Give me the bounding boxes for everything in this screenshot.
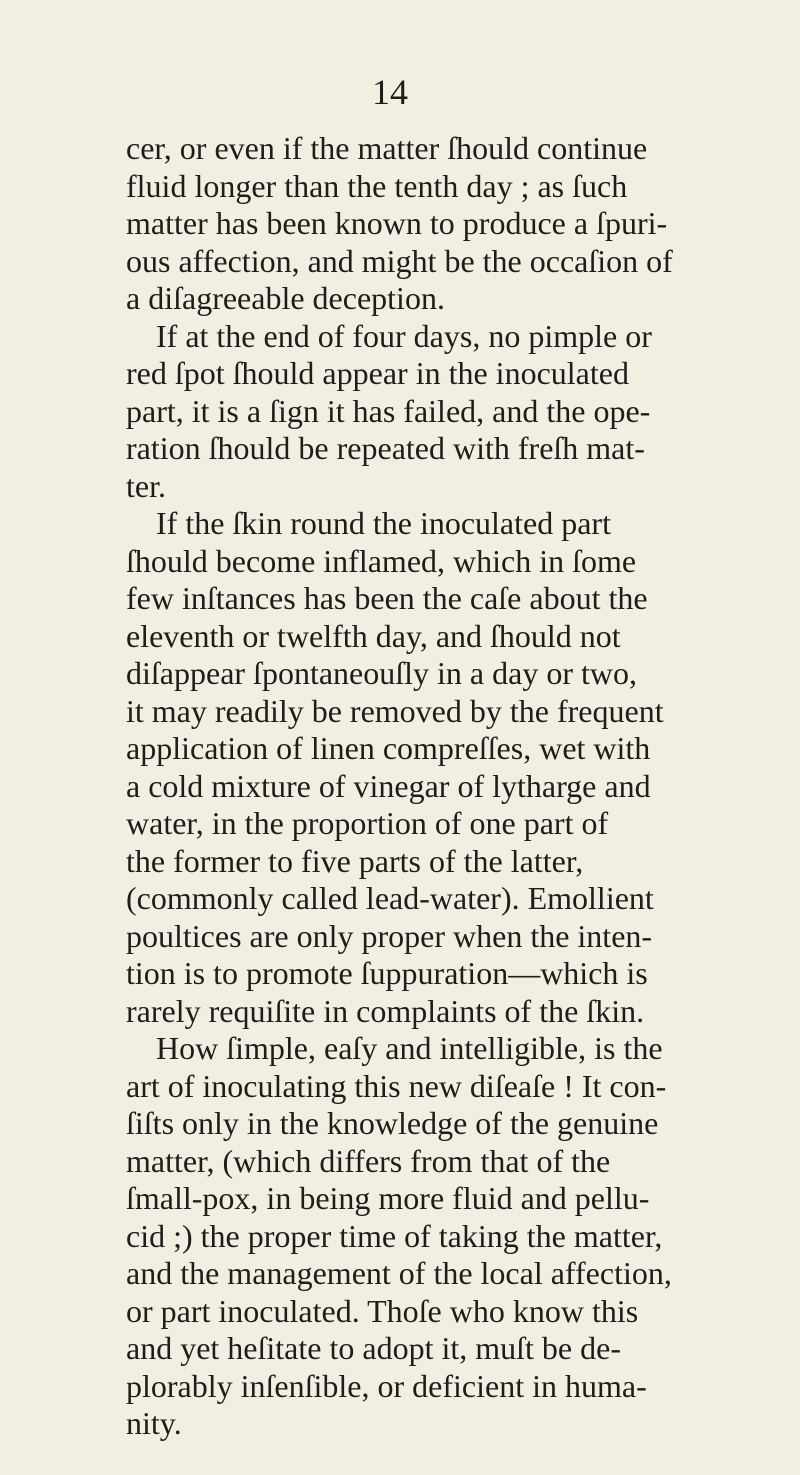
text-line: If the ſkin round the inoculated part xyxy=(156,505,611,541)
text-line: it may readily be removed by the frequent xyxy=(126,692,664,729)
text-line: part, it is a ſign it has failed, and the ope- xyxy=(126,392,651,429)
text-line: or part inoculated. Thoſe who know this xyxy=(126,1292,639,1329)
text-line: matter, (which differs from that of the xyxy=(126,1142,611,1179)
text-line: ration ſhould be repeated with freſh mat- xyxy=(126,430,645,466)
text-line: How ſimple, eaſy and intelligible, is the xyxy=(156,1030,663,1066)
text-line: matter has been known to produce a ſpuri- xyxy=(126,205,668,241)
text-line: (commonly called lead-water). Emollient xyxy=(126,880,654,916)
text-line: a cold mixture of vinegar of lytharge and xyxy=(126,767,651,804)
text-line: application of linen compreſſes, wet with xyxy=(126,730,651,766)
text-line: nity. xyxy=(126,1405,182,1441)
body-text xyxy=(126,130,766,1443)
text-line: ter. xyxy=(126,467,166,504)
text-line: a diſagreeable deception. xyxy=(126,280,445,316)
text-line: few inſtances has been the caſe about the xyxy=(126,580,648,616)
text-line: ſmall-pox, in being more fluid and pellu- xyxy=(126,1180,650,1216)
text-line: ous affection, and might be the occaſion of xyxy=(126,242,673,279)
text-line: If at the end of four days, no pimple or xyxy=(156,317,652,354)
text-line: the former to five parts of the latter, xyxy=(126,842,584,879)
text-line: diſappear ſpontaneouſly in a day or two, xyxy=(126,655,637,691)
text-line: cid ;) the proper time of taking the matter, xyxy=(126,1217,663,1254)
text-line: eleventh or twelfth day, and ſhould not xyxy=(126,617,621,654)
page-number: 14 xyxy=(372,72,408,112)
text-line: and yet heſitate to adopt it, muſt be de- xyxy=(126,1330,621,1366)
text-line: ſiſts only in the knowledge of the genuine xyxy=(126,1105,659,1141)
text-line: art of inoculating this new diſeaſe ! It con- xyxy=(126,1067,667,1104)
text-line: tion is to promote ſuppuration—which is xyxy=(126,955,648,991)
text-line: red ſpot ſhould appear in the inoculated xyxy=(126,355,629,391)
text-line: plorably inſenſible, or deficient in huma- xyxy=(126,1367,647,1404)
text-line: and the management of the local affection, xyxy=(126,1255,672,1291)
text-line: rarely requiſite in complaints of the ſkin. xyxy=(126,992,645,1029)
text-line: water, in the proportion of one part of xyxy=(126,805,609,841)
text-line: cer, or even if the matter ſhould continue xyxy=(126,130,648,166)
text-line: fluid longer than the tenth day ; as ſuch xyxy=(126,167,628,204)
text-line: ſhould become inflamed, which in ſome xyxy=(126,542,637,579)
text-line: poultices are only proper when the inten- xyxy=(126,917,653,954)
